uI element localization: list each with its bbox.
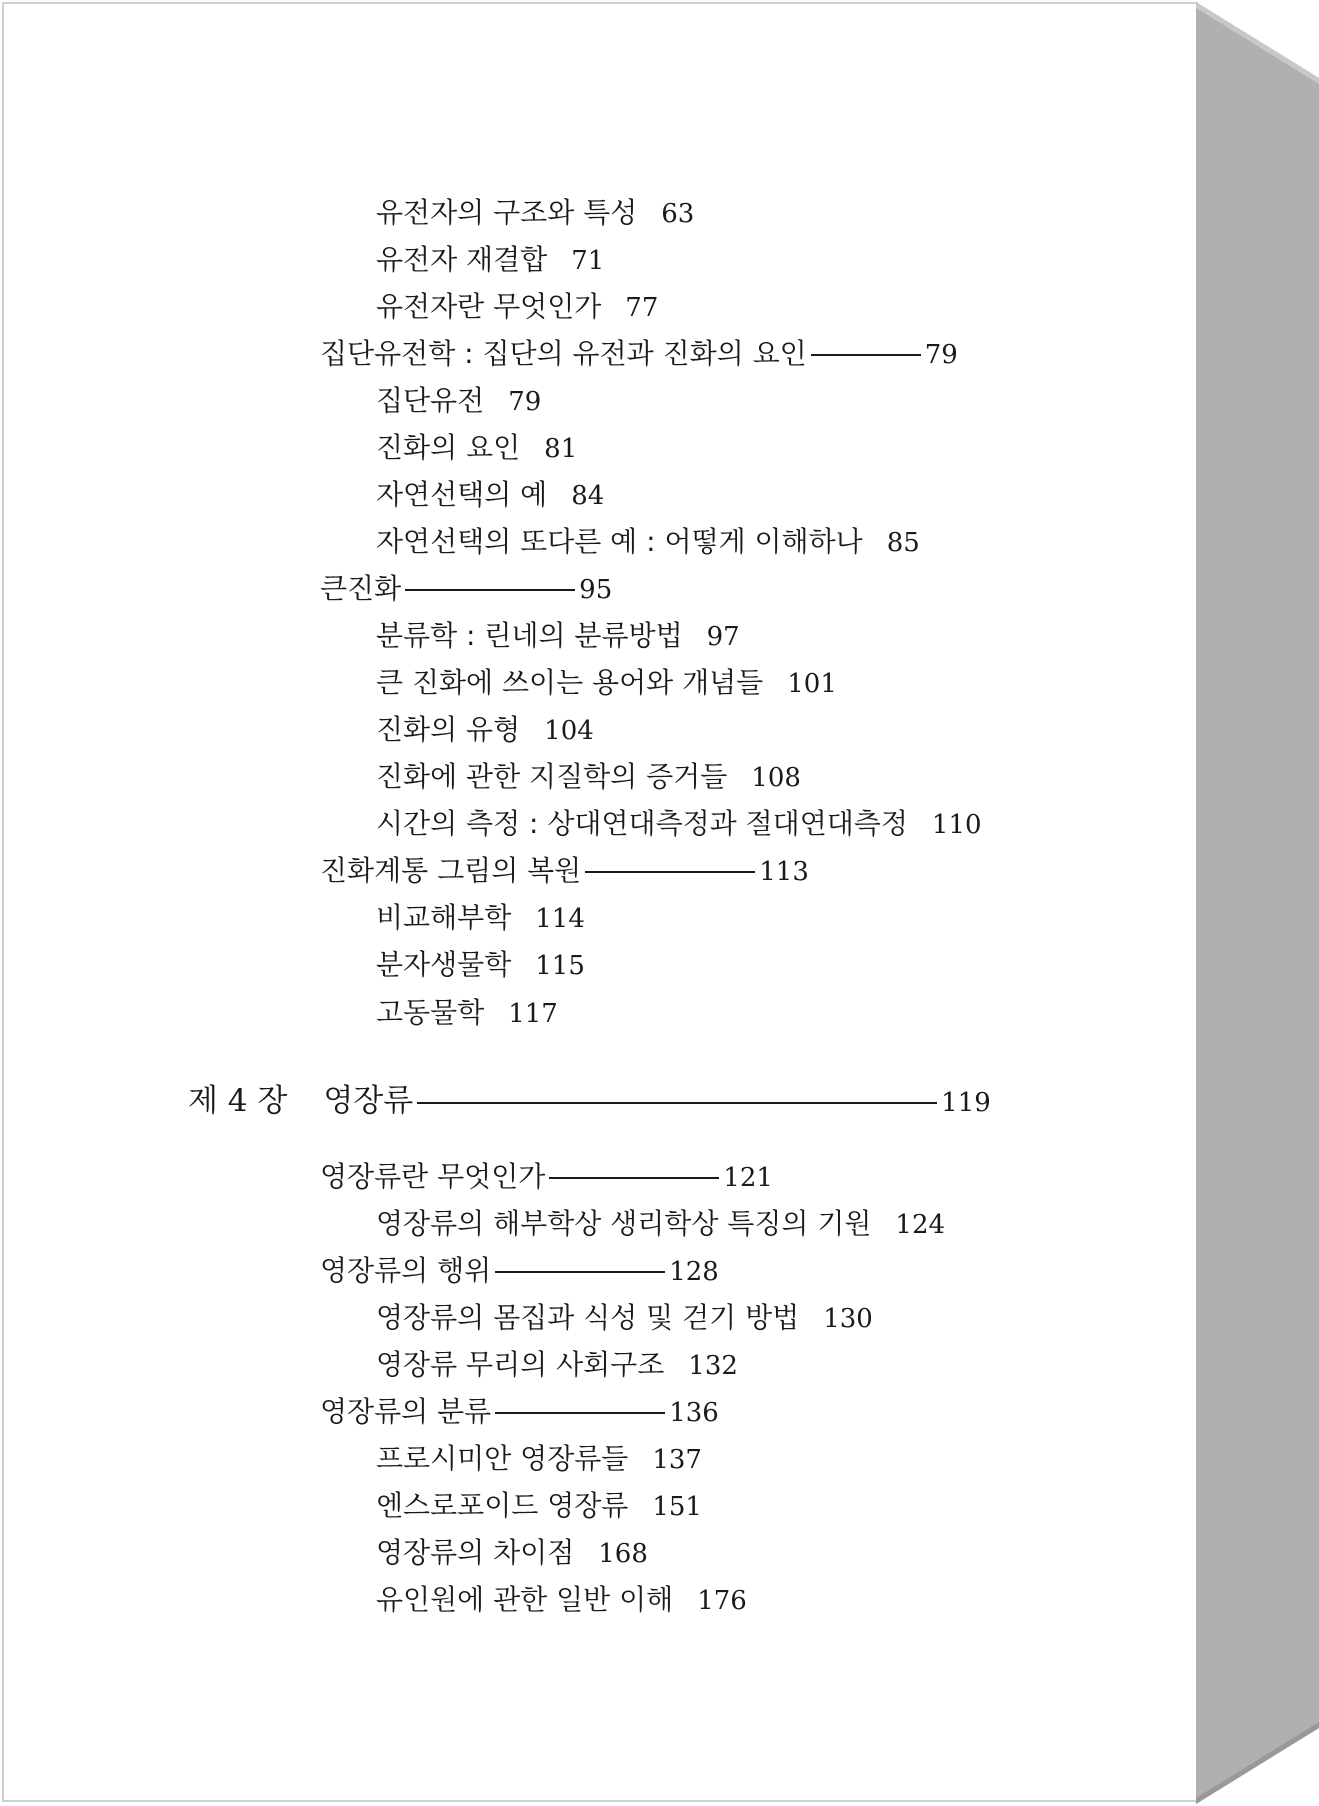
entry-title: 영장류의 몸집과 식성 및 걷기 방법 (376, 1301, 800, 1334)
entry-title: 자연선택의 또다른 예 : 어떻게 이해하나 (376, 525, 863, 558)
page-number: 101 (787, 669, 837, 699)
toc-subsection (376, 525, 920, 560)
leader-line (585, 871, 755, 873)
toc-subsection (376, 1301, 873, 1336)
leader-line (495, 1271, 665, 1273)
entry-title: 진화의 요인 (376, 431, 521, 464)
page-number: 121 (723, 1163, 773, 1193)
page-number: 85 (886, 528, 920, 558)
toc-subsection (376, 1207, 945, 1242)
page-stack-edge (1196, 0, 1319, 1806)
entry-title: 영장류 무리의 사회구조 (376, 1348, 665, 1381)
page-number: 79 (508, 387, 542, 417)
entry-title: 영장류의 분류 (320, 1395, 492, 1428)
page-number: 130 (823, 1304, 873, 1334)
toc-subsection (376, 1536, 648, 1571)
entry-title: 비교해부학 (376, 901, 512, 934)
page-number: 119 (941, 1088, 991, 1118)
entry-title: 유인원에 관한 일반 이해 (376, 1583, 674, 1616)
page-number: 108 (751, 763, 801, 793)
toc-subsection (376, 666, 837, 701)
entry-title: 영장류의 해부학상 생리학상 특징의 기원 (376, 1207, 872, 1240)
leader-line (417, 1102, 937, 1104)
toc-subsection (376, 948, 585, 983)
page-number: 63 (661, 199, 695, 229)
entry-title: 진화에 관한 지질학의 증거들 (376, 760, 728, 793)
toc-section (320, 1395, 719, 1430)
page-number: 114 (535, 904, 585, 934)
toc-section (320, 854, 809, 889)
entry-title: 유전자 재결합 (376, 243, 548, 276)
entry-title: 영장류의 차이점 (376, 1536, 575, 1569)
chapter-heading (188, 1084, 991, 1120)
leader-line (495, 1412, 665, 1414)
entry-title: 고동물학 (376, 996, 485, 1029)
toc-subsection (376, 807, 982, 842)
page-number: 136 (669, 1398, 719, 1428)
page-number: 81 (544, 434, 578, 464)
page-number: 151 (652, 1492, 702, 1522)
toc-subsection (376, 901, 585, 936)
entry-title: 진화계통 그림의 복원 (320, 854, 582, 887)
entry-title: 큰 진화에 쓰이는 용어와 개념들 (376, 666, 764, 699)
page-number: 84 (571, 481, 605, 511)
entry-title: 영장류 (323, 1083, 414, 1119)
toc-subsection (376, 1583, 747, 1618)
toc-subsection (376, 619, 740, 654)
entry-title: 유전자란 무엇인가 (376, 290, 602, 323)
page-number: 79 (924, 340, 958, 370)
entry-title: 큰진화 (320, 572, 402, 605)
toc-section (320, 1160, 773, 1195)
page-number: 95 (579, 575, 613, 605)
toc-section (320, 337, 958, 372)
page-number: 168 (598, 1539, 648, 1569)
toc-subsection (376, 713, 594, 748)
entry-title: 집단유전 (376, 384, 485, 417)
toc-subsection (376, 1489, 702, 1524)
toc-subsection (376, 478, 604, 513)
entry-title: 진화의 유형 (376, 713, 521, 746)
toc-section (320, 1254, 719, 1289)
entry-title: 유전자의 구조와 특성 (376, 196, 638, 229)
toc-subsection (376, 1442, 702, 1477)
page-number: 110 (931, 810, 982, 840)
entry-title: 시간의 측정 : 상대연대측정과 절대연대측정 (376, 807, 908, 840)
entry-title: 분류학 : 린네의 분류방법 (376, 619, 683, 652)
page-number: 137 (652, 1445, 702, 1475)
leader-line (549, 1177, 719, 1179)
toc-subsection (376, 243, 604, 278)
page-number: 77 (625, 293, 659, 323)
toc-subsection (376, 760, 801, 795)
page-number: 97 (706, 622, 740, 652)
toc-subsection (376, 290, 658, 325)
page-number: 117 (508, 999, 558, 1029)
page-number: 113 (759, 857, 809, 887)
toc-subsection (376, 1348, 738, 1383)
entry-title: 영장류의 행위 (320, 1254, 492, 1287)
page-number: 176 (697, 1586, 747, 1616)
leader-line (811, 354, 921, 356)
page-number: 104 (544, 716, 594, 746)
page-number: 128 (669, 1257, 719, 1287)
toc-subsection (376, 196, 694, 231)
entry-title: 자연선택의 예 (376, 478, 548, 511)
leader-line (405, 589, 575, 591)
entry-title: 집단유전학 : 집단의 유전과 진화의 요인 (320, 337, 807, 370)
toc-section (320, 572, 612, 607)
toc-subsection (376, 384, 541, 419)
toc-subsection (376, 996, 558, 1031)
entry-title: 분자생물학 (376, 948, 512, 981)
entry-title: 엔스로포이드 영장류 (376, 1489, 629, 1522)
toc-subsection (376, 431, 577, 466)
page-number: 71 (571, 246, 605, 276)
page-number: 115 (535, 951, 585, 981)
entry-title: 영장류란 무엇인가 (320, 1160, 546, 1193)
chapter-label: 제 4 장 (188, 1083, 288, 1119)
page-number: 124 (895, 1210, 946, 1240)
page-number: 132 (688, 1351, 738, 1381)
entry-title: 프로시미안 영장류들 (376, 1442, 629, 1475)
